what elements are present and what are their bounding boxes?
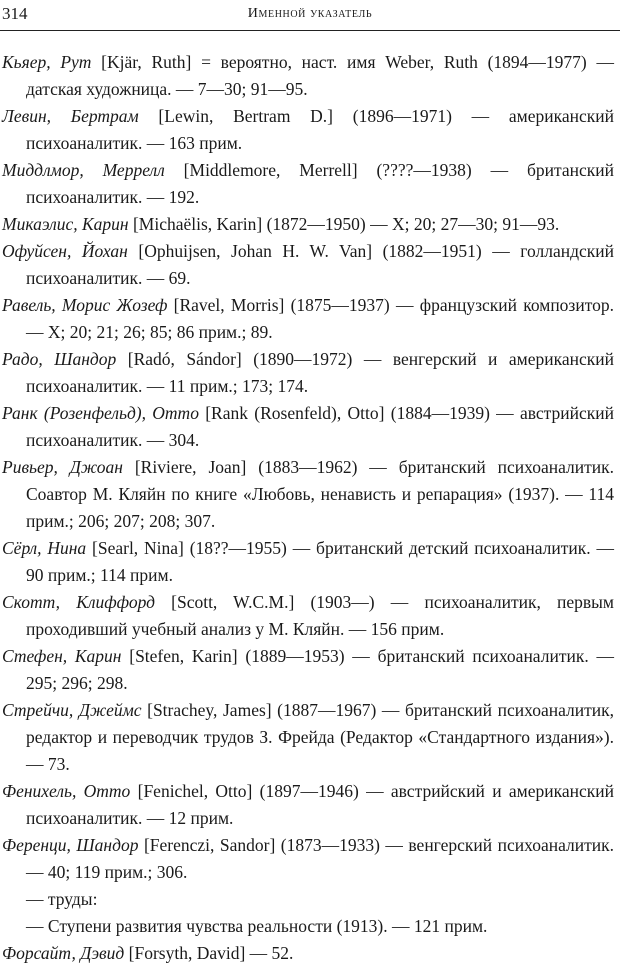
page-header [0, 0, 620, 31]
entry-name: Стефен, Карин [2, 646, 122, 666]
entry-name: Фенихель, Отто [2, 781, 131, 801]
index-entry [2, 778, 614, 832]
entry-name: Кьяер, Рут [2, 52, 92, 72]
entry-text: [Middlemore, Merrell] (????—1938) — британский психоаналитик. — 192. [26, 160, 614, 207]
entry-text: [Scott, W.C.M.] (1903—) — психоаналитик, первым проходивший учебный анализ у М. Кляйн. — 156 прим. [26, 592, 614, 639]
entry-name: Форсайт, Дэвид [2, 943, 125, 963]
page-number: 314 [2, 4, 28, 23]
entry-text: [Forsyth, David] — 52. [124, 943, 294, 963]
index-entry [2, 103, 614, 157]
entry-name: Офуйсен, Йохан [2, 241, 128, 261]
index-entry [2, 832, 614, 886]
running-title: Именной указатель [247, 6, 373, 21]
entry-name: Микаэлис, Карин [2, 214, 129, 234]
entry-name: Сёрл, Нина [2, 538, 87, 558]
entry-name: Радо, Шандор [2, 349, 117, 369]
entry-name: Левин, Бертрам [2, 106, 139, 126]
subentry: — Ступени развития чувства реальности (1913). — 121 прим. [26, 916, 488, 936]
entry-name: Ранк (Розенфельд), Отто [2, 403, 199, 423]
index-entry [2, 292, 614, 346]
entry-name: Миддлмор, Меррелл [2, 160, 165, 180]
entry-name: Ференци, Шандор [2, 835, 139, 855]
entry-name: Стрейчи, Джеймс [2, 700, 142, 720]
index-entry [2, 454, 614, 535]
entry-text: [Fenichel, Otto] (1897—1946) — австрийский и американский психоаналитик. — 12 прим. [26, 781, 614, 828]
index-entry [2, 157, 614, 211]
index-entry [2, 400, 614, 454]
index-entry [2, 643, 614, 697]
entry-text: [Searl, Nina] (18??—1955) — британский детский психоаналитик. — 90 прим.; 114 прим. [26, 538, 614, 585]
entry-text: [Rank (Rosenfeld), Otto] (1884—1939) — австрийский психоаналитик. — 304. [26, 403, 614, 450]
entry-text: [Ferenczi, Sandor] (1873—1933) — венгерский психоаналитик. — 40; 119 прим.; 306. [26, 835, 615, 882]
entry-text: [Michaëlis, Karin] (1872—1950) — X; 20; 27—30; 91—93. [128, 214, 560, 234]
entry-name: Скотт, Клиффорд [2, 592, 155, 612]
entry-name: Равель, Морис Жозеф [2, 295, 168, 315]
entry-name: Ривьер, Джоан [2, 457, 123, 477]
index-entries [2, 49, 614, 967]
entry-text: [Riviere, Joan] (1883—1962) — британский психоаналитик. Соавтор М. Кляйн по книге «Любовь, ненависть и репарация» (1937). — 114 прим.; 206; 207; 208; 307. [26, 457, 614, 531]
entry-text: [Kjär, Ruth] = вероятно, наст. имя Weber, Ruth (1894—1977) — датская художница. — 7—30; 91—95. [26, 52, 614, 99]
entry-text: [Stefen, Karin] (1889—1953) — британский психоаналитик. — 295; 296; 298. [26, 646, 614, 693]
entry-text: [Strachey, James] (1887—1967) — британский психоаналитик, редактор и переводчик трудов З. Фрейда (Редактор «Стандартного издания»). — 73. [26, 700, 614, 774]
subentry: — труды: [26, 889, 98, 909]
entry-text: [Ravel, Morris] (1875—1937) — французский композитор. — X; 20; 21; 26; 85; 86 прим.; 89. [26, 295, 615, 342]
entry-text: [Ophuijsen, Johan H. W. Van] (1882—1951) — голландский психоаналитик. — 69. [26, 241, 614, 288]
index-entry [2, 535, 614, 589]
index-entry [2, 697, 614, 778]
index-entry [2, 589, 614, 643]
index-entry [2, 346, 614, 400]
entry-text: [Lewin, Bertram D.] (1896—1971) — американский психоаналитик. — 163 прим. [26, 106, 614, 153]
index-entry [2, 49, 614, 103]
index-entry [2, 238, 614, 292]
index-entry [2, 211, 614, 238]
entry-text: [Radó, Sándor] (1890—1972) — венгерский и американский психоаналитик. — 11 прим.; 173; 174. [26, 349, 614, 396]
